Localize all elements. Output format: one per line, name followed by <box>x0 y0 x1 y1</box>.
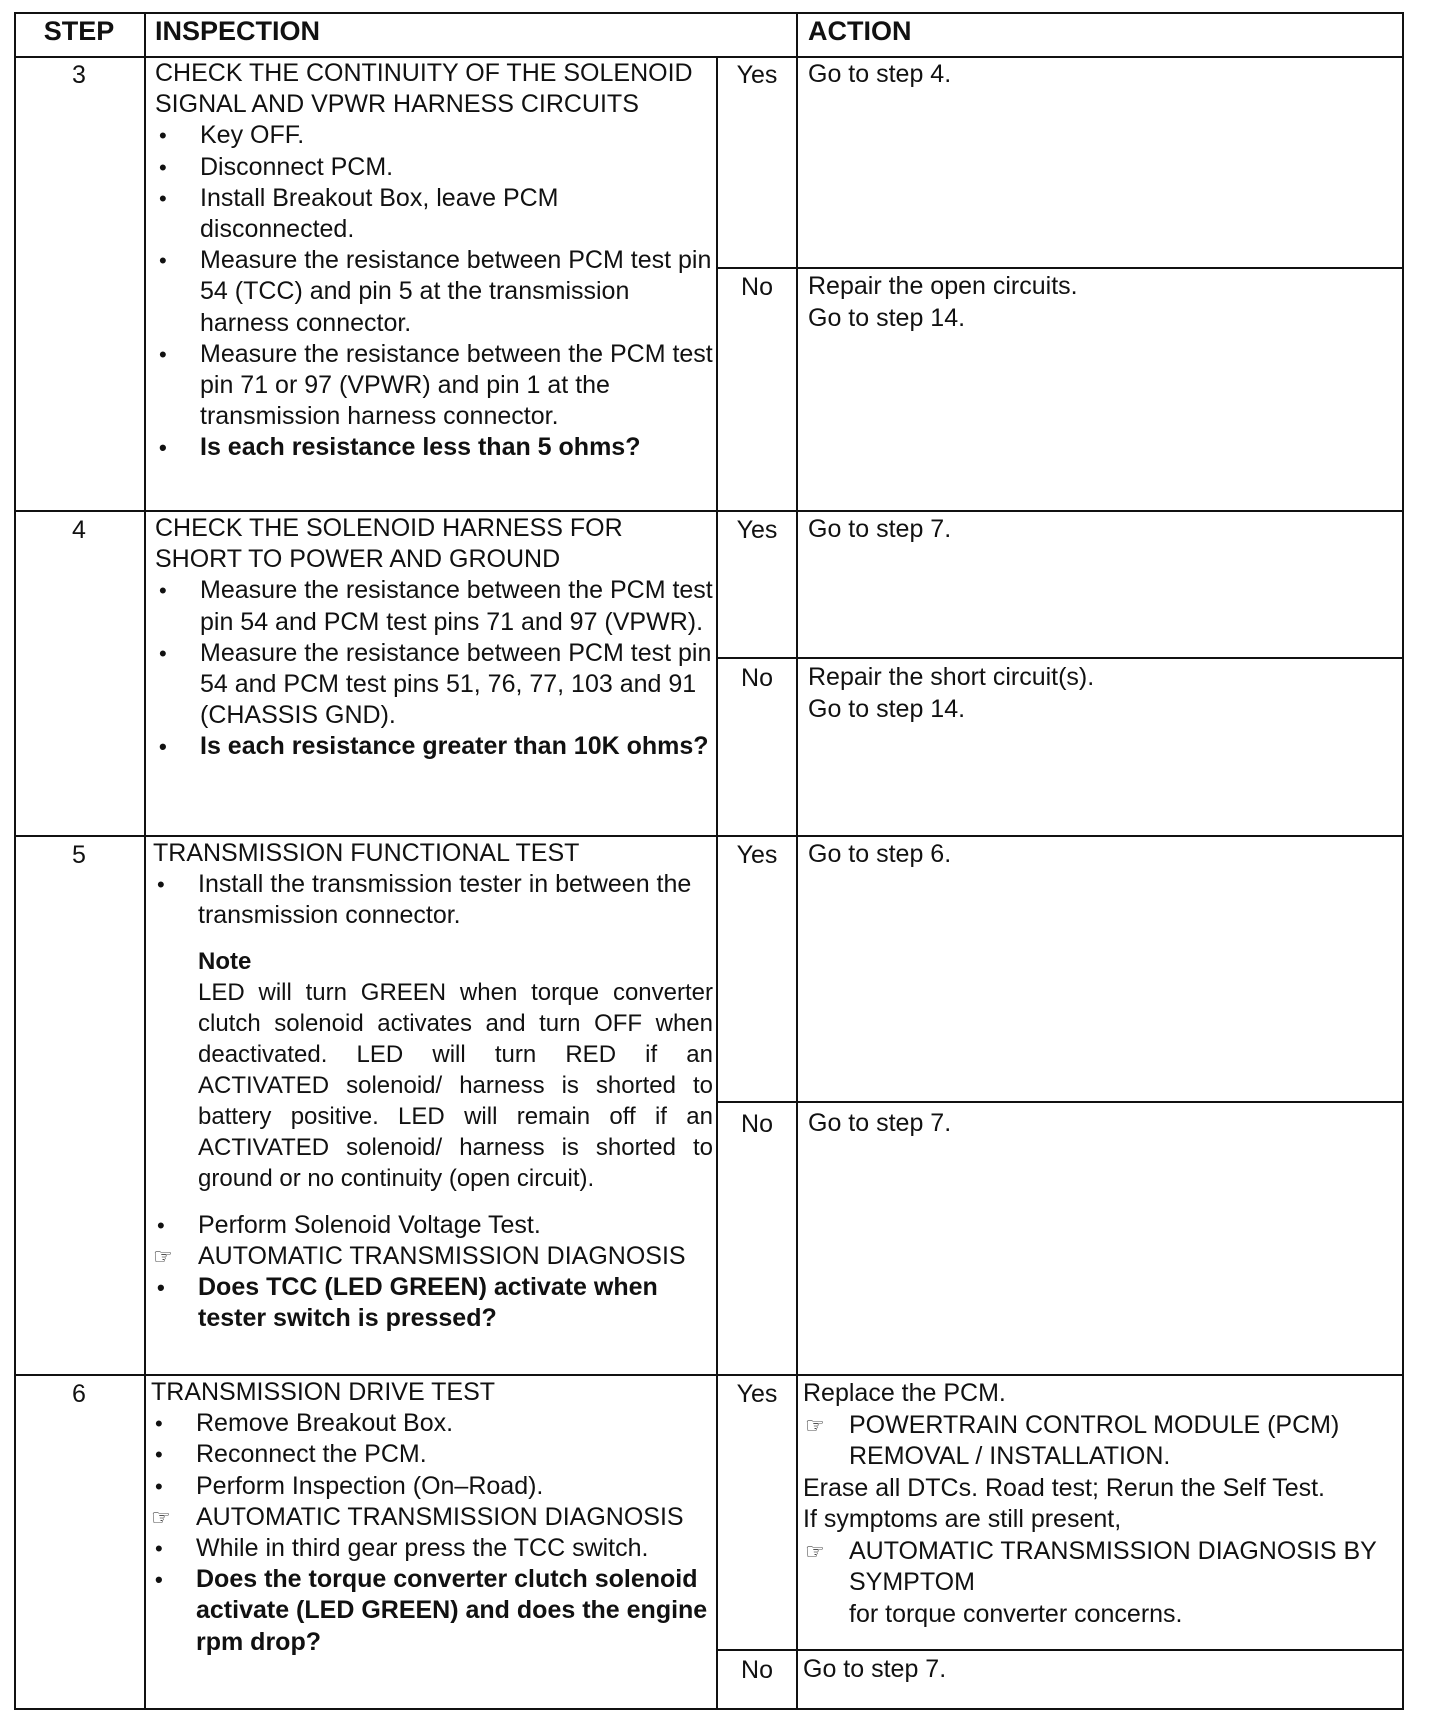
action-text: Repair the short circuit(s). <box>808 663 1095 691</box>
step-number: 3 <box>72 61 86 89</box>
yes-no-divider <box>716 1101 1404 1103</box>
action-text: Repair the open circuits. <box>808 272 1078 300</box>
yes-label: Yes <box>736 1380 778 1408</box>
inspection-question: • Does the torque converter clutch solenoid activate (LED GREEN) and does the engine rpm drop? <box>151 1564 711 1658</box>
action-text: Go to step 7. <box>803 1655 947 1683</box>
action-text: Go to step 4. <box>808 60 952 88</box>
action-text: Go to step 7. <box>808 1109 952 1137</box>
step-number: 5 <box>72 841 86 869</box>
action-text: If symptoms are still present, <box>803 1505 1122 1533</box>
bullet-item: • Install Breakout Box, leave PCM disconnected. <box>155 183 715 245</box>
yes-label: Yes <box>736 516 778 544</box>
column-divider-step <box>144 12 146 1710</box>
yes-action <box>808 514 1398 546</box>
step-number: 4 <box>72 516 86 544</box>
yes-no-divider <box>716 1649 1404 1651</box>
action-text: Go to step 14. <box>808 303 966 332</box>
yes-action <box>803 1378 1393 1630</box>
no-action <box>808 1108 1398 1140</box>
inspection-question: • Is each resistance greater than 10K ohms? <box>155 731 715 762</box>
bullet-item: • Remove Breakout Box. <box>151 1408 711 1439</box>
no-label: No <box>741 664 773 692</box>
column-divider-yesno <box>716 56 718 1710</box>
note-text: LED will turn GREEN when torque converter clutch solenoid activates and turn OFF when deactivated. LED will turn RED if an ACTIVATED solenoid/ harness is shorted to battery positive. LED will remain off if an ACTIVATED solenoid/ harness is shorted to ground or no continuity (open circuit). <box>198 978 713 1192</box>
inspection-title: TRANSMISSION DRIVE TEST <box>151 1378 496 1406</box>
step-number: 6 <box>72 1380 86 1408</box>
action-text: Erase all DTCs. Road test; Rerun the Self Test. <box>803 1473 1325 1502</box>
bullet-item: • Measure the resistance between PCM test pin 54 (TCC) and pin 5 at the transmission harness connector. <box>155 245 715 339</box>
reference-link[interactable]: ☞ AUTOMATIC TRANSMISSION DIAGNOSIS BY SYMPTOM <box>803 1536 1393 1599</box>
row-divider <box>14 835 1404 837</box>
action-text: Go to step 6. <box>808 840 952 868</box>
note-box <box>153 946 713 1194</box>
row-divider <box>14 510 1404 512</box>
reference-link[interactable]: ☞ POWERTRAIN CONTROL MODULE (PCM) REMOVAL / INSTALLATION. <box>803 1410 1393 1473</box>
bullet-item: • Measure the resistance between the PCM test pin 71 or 97 (VPWR) and pin 1 at the transmission harness connector. <box>155 339 715 433</box>
action-text: for torque converter concerns. <box>849 1599 1183 1628</box>
inspection-cell <box>155 58 715 464</box>
action-text: Go to step 7. <box>808 515 952 543</box>
inspection-question: • Is each resistance less than 5 ohms? <box>155 432 715 463</box>
yes-action <box>808 59 1398 91</box>
reference-link[interactable]: ☞ AUTOMATIC TRANSMISSION DIAGNOSIS <box>151 1502 711 1533</box>
action-text: Replace the PCM. <box>803 1379 1006 1407</box>
bullet-item: • Reconnect the PCM. <box>151 1439 711 1470</box>
note-title: Note <box>198 947 252 975</box>
inspection-cell <box>151 1377 711 1658</box>
inspection-cell <box>153 838 713 1334</box>
reference-link[interactable]: ☞ AUTOMATIC TRANSMISSION DIAGNOSIS <box>153 1241 713 1272</box>
inspection-title: CHECK THE CONTINUITY OF THE SOLENOID SIGNAL AND VPWR HARNESS CIRCUITS <box>155 59 693 119</box>
bullet-item: • While in third gear press the TCC switch. <box>151 1533 711 1564</box>
no-label: No <box>741 1656 773 1684</box>
no-label: No <box>741 273 773 301</box>
inspection-title: CHECK THE SOLENOID HARNESS FOR SHORT TO POWER AND GROUND <box>155 514 623 574</box>
no-action <box>803 1654 1393 1686</box>
bullet-item: • Disconnect PCM. <box>155 152 715 183</box>
no-action <box>808 662 1398 725</box>
action-text: Go to step 14. <box>808 694 966 723</box>
yes-no-divider <box>716 657 1404 659</box>
header-inspection: INSPECTION <box>155 16 321 46</box>
no-action <box>808 271 1398 334</box>
yes-label: Yes <box>736 61 778 89</box>
inspection-title: TRANSMISSION FUNCTIONAL TEST <box>153 839 580 867</box>
row-divider <box>14 1374 1404 1376</box>
bullet-item: • Measure the resistance between the PCM test pin 54 and PCM test pins 71 and 97 (VPWR). <box>155 575 715 637</box>
yes-no-divider <box>716 267 1404 269</box>
bullet-item: • Perform Inspection (On–Road). <box>151 1471 711 1502</box>
yes-action <box>808 839 1398 871</box>
yes-label: Yes <box>736 841 778 869</box>
bullet-item: • Key OFF. <box>155 120 715 151</box>
no-label: No <box>741 1110 773 1138</box>
header-action: ACTION <box>808 16 912 46</box>
bullet-item: • Install the transmission tester in between the transmission connector. <box>153 869 713 931</box>
bullet-item: • Measure the resistance between PCM test pin 54 and PCM test pins 51, 76, 77, 103 and 91 (CHASSIS GND). <box>155 638 715 732</box>
bullet-item: • Perform Solenoid Voltage Test. <box>153 1210 713 1241</box>
inspection-cell <box>155 513 715 763</box>
inspection-question: • Does TCC (LED GREEN) activate when tester switch is pressed? <box>153 1272 713 1334</box>
header-step: STEP <box>43 16 115 46</box>
